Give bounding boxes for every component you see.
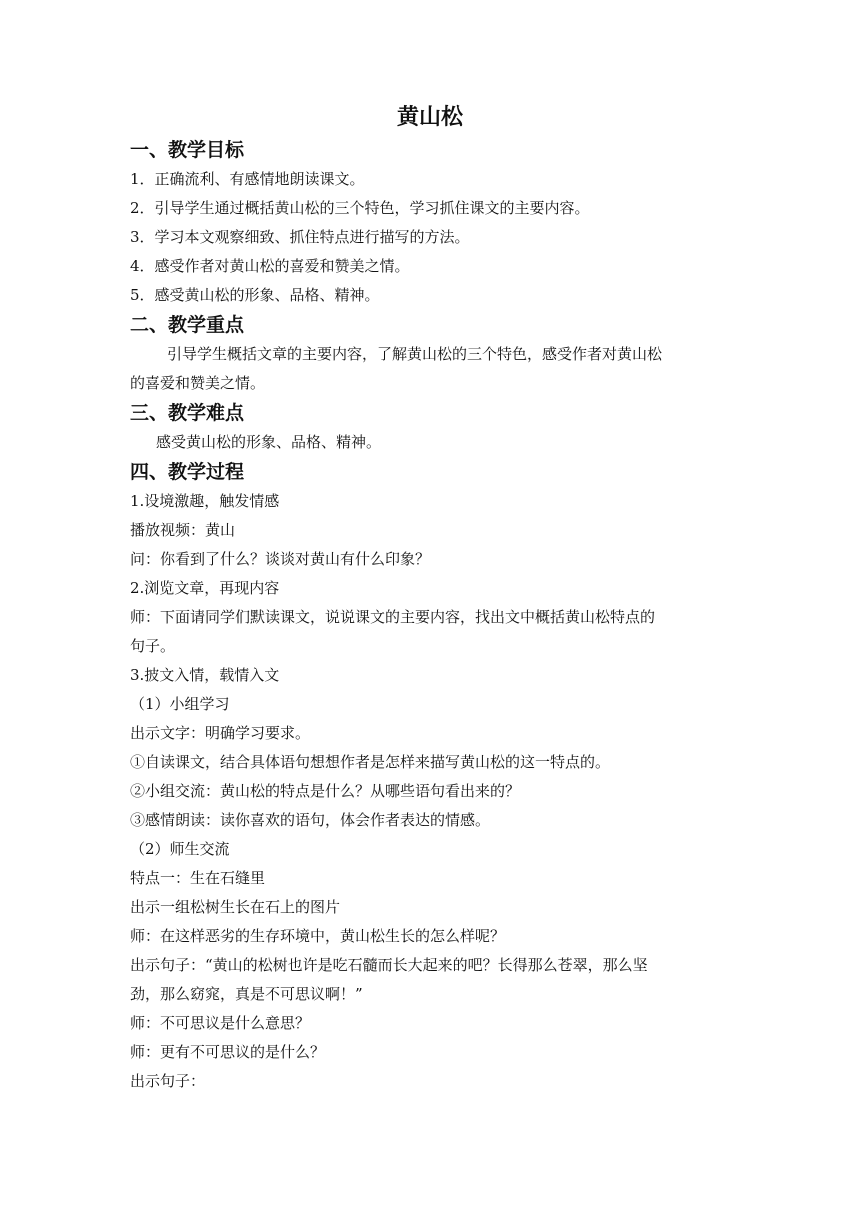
process-line: 出示句子：“黄山的松树也许是吃石髓而长大起来的吧？长得那么苍翠，那么坚 [130, 956, 648, 974]
key-points-text: 引导学生概括文章的主要内容，了解黄山松的三个特色，感受作者对黄山松 [167, 345, 663, 363]
process-line: 师：下面请同学们默读课文，说说课文的主要内容，找出文中概括黄山松特点的 [130, 608, 656, 626]
section-heading-key-points: 二、教学重点 [130, 314, 245, 336]
process-line: 句子。 [130, 637, 176, 655]
key-points-text: 的喜爱和赞美之情。 [130, 374, 266, 392]
process-line: 出示句子： [130, 1072, 206, 1090]
process-line: 劲，那么窈窕，真是不可思议啊！” [130, 985, 363, 1003]
process-line: ②小组交流：黄山松的特点是什么？从哪些语句看出来的？ [130, 782, 521, 800]
document-body [130, 135, 730, 1096]
goal-item: 1．正确流利、有感情地朗读课文。 [130, 170, 365, 188]
process-line: 师：在这样恶劣的生存环境中，黄山松生长的怎么样呢？ [130, 927, 506, 945]
goal-item: 4．感受作者对黄山松的喜爱和赞美之情。 [130, 257, 410, 275]
process-line: ①自读课文，结合具体语句想想作者是怎样来描写黄山松的这一特点的。 [130, 753, 611, 771]
process-line: ③感情朗读：读你喜欢的语句，体会作者表达的情感。 [130, 811, 491, 829]
section-heading-goals: 一、教学目标 [130, 139, 245, 161]
process-line: 出示文字：明确学习要求。 [130, 724, 311, 742]
process-line: 播放视频：黄山 [130, 521, 236, 539]
goal-item: 2．引导学生通过概括黄山松的三个特色，学习抓住课文的主要内容。 [130, 199, 590, 217]
process-line: 师：不可思议是什么意思？ [130, 1014, 311, 1032]
process-line: （1）小组学习 [130, 695, 230, 713]
process-line: 特点一：生在石缝里 [130, 869, 266, 887]
process-line: 出示一组松树生长在石上的图片 [130, 898, 341, 916]
section-heading-process: 四、教学过程 [130, 461, 245, 483]
section-heading-difficulties: 三、教学难点 [130, 402, 245, 424]
process-line: 问：你看到了什么？谈谈对黄山有什么印象？ [130, 550, 431, 568]
process-line: 1.设境激趣，触发情感 [130, 492, 280, 510]
goal-item: 3．学习本文观察细致、抓住特点进行描写的方法。 [130, 228, 470, 246]
difficulties-text: 感受黄山松的形象、品格、精神。 [156, 433, 382, 451]
document-title: 黄山松 [396, 105, 463, 130]
process-line: 师：更有不可思议的是什么？ [130, 1043, 326, 1061]
goal-item: 5．感受黄山松的形象、品格、精神。 [130, 286, 380, 304]
process-line: （2）师生交流 [130, 840, 230, 858]
process-line: 3.披文入情，载情入文 [130, 666, 280, 684]
process-line: 2.浏览文章，再现内容 [130, 579, 280, 597]
